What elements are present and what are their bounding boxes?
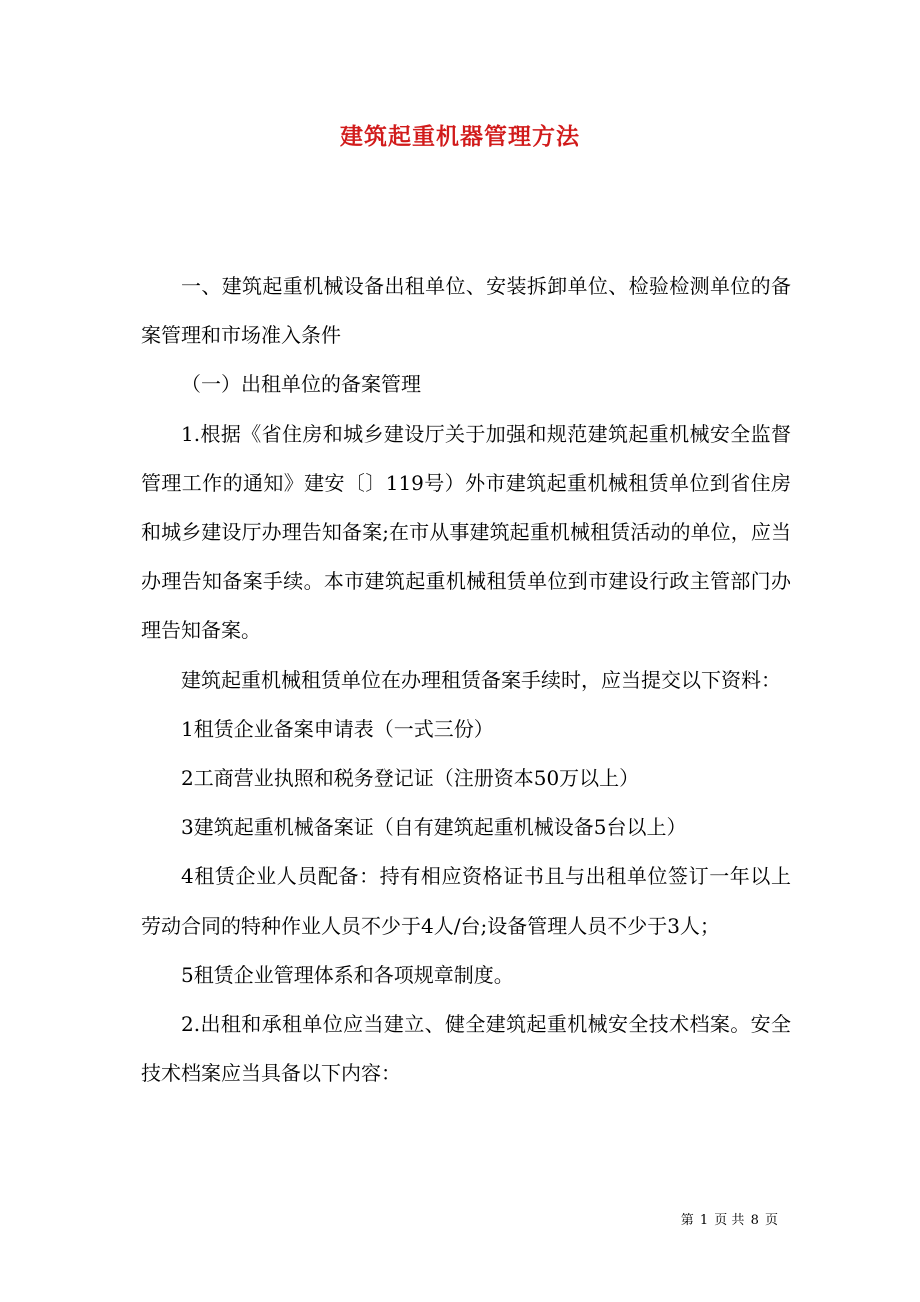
list-item: 1租赁企业备案申请表（一式三份） [181,716,494,741]
footer-middle: 页 共 [714,1213,745,1228]
page-total: 8 [750,1213,759,1228]
footer-prefix: 第 [680,1213,694,1228]
paragraph: 1.根据《省住房和城乡建设厅关于加强和规范建筑起重机械安全监督管理工作的通知》建安〔〕119号）外市建筑起重机械租赁单位到省住房和城乡建设厅办理告知备案;在市从事建筑起重机械租赁活动的单位，应当办理告知备案手续。本市建筑起重机械租赁单位到市建设行政主管部门办理告知备案。 [141,421,791,643]
list-item: 5租赁企业管理体系和各项规章制度。 [181,962,514,987]
section-heading: 一、建筑起重机械设备出租单位、安装拆卸单位、检验检测单位的备案管理和市场准入条件 [141,274,791,348]
document-title: 建筑起重机器管理方法 [340,123,580,150]
list-item: 4租赁企业人员配备：持有相应资格证书且与出租单位签订一年以上劳动合同的特种作业人员不少于4人/台;设备管理人员不少于3人； [141,864,791,938]
subsection-heading: （一）出租单位的备案管理 [181,372,421,397]
page-number: 1 [699,1213,709,1228]
document-body [141,262,791,1098]
list-item: 2工商营业执照和税务登记证（注册资本50万以上） [181,766,640,791]
page-footer [680,1209,779,1228]
list-item: 3建筑起重机械备案证（自有建筑起重机械设备5台以上） [181,815,687,840]
paragraph: 建筑起重机械租赁单位在办理租赁备案手续时，应当提交以下资料： [181,667,781,692]
paragraph: 2.出租和承租单位应当建立、健全建筑起重机械安全技术档案。安全技术档案应当具备以下内容： [141,1012,791,1086]
footer-suffix: 页 [764,1213,778,1228]
